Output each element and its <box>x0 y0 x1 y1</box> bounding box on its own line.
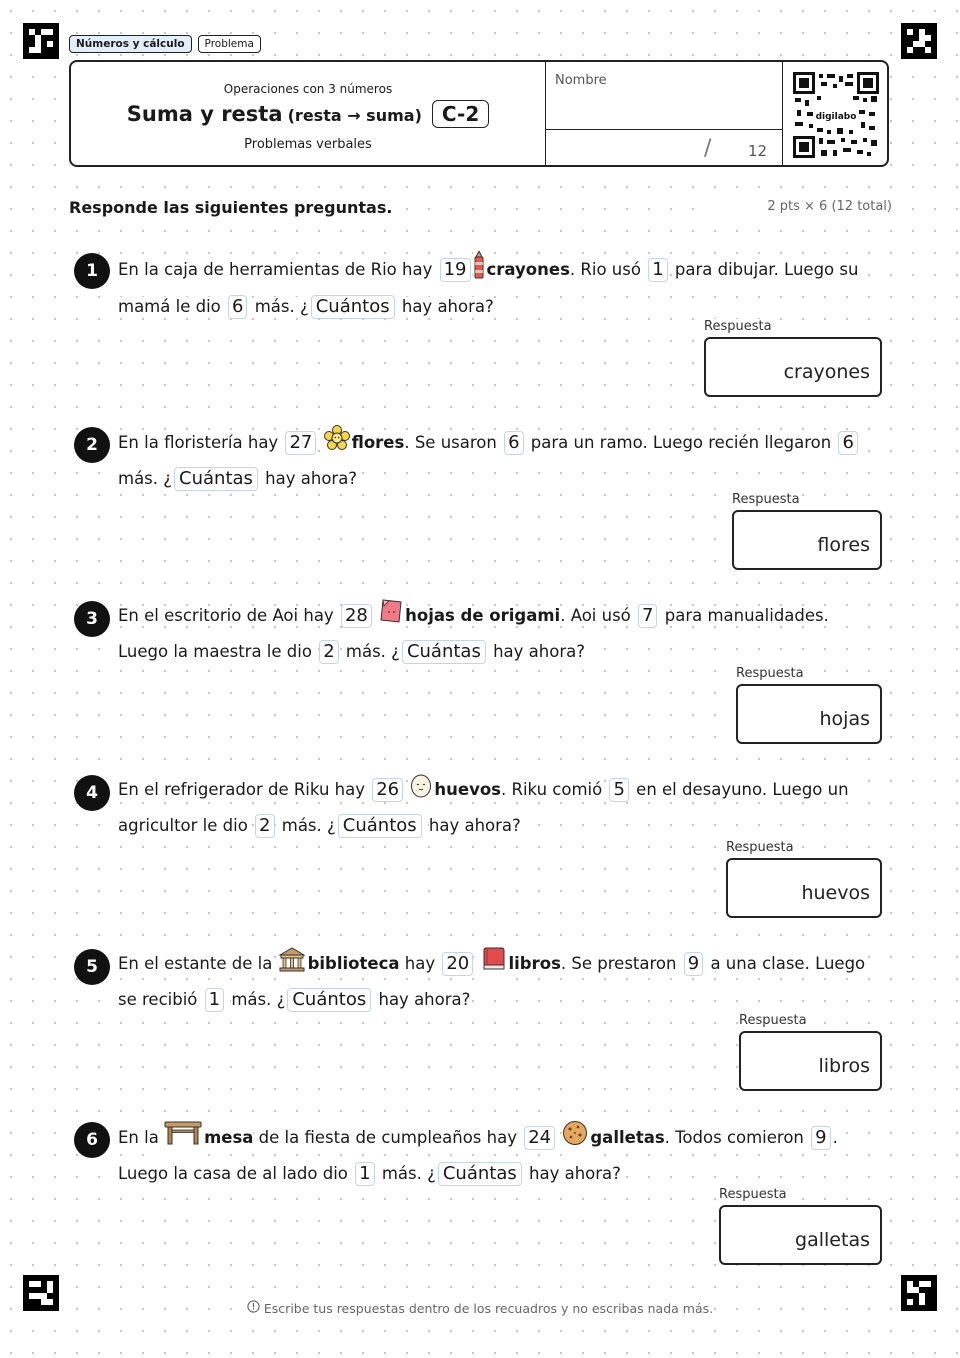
info-icon <box>247 1300 260 1316</box>
number-box: 20 <box>442 952 473 976</box>
number-box: 1 <box>355 1162 374 1186</box>
answer-box-5[interactable] <box>739 1031 882 1091</box>
answer-unit-5: libros <box>818 1055 870 1077</box>
number-box: 5 <box>609 778 628 802</box>
number-box: 2 <box>319 640 338 664</box>
worksheet-header <box>69 60 889 167</box>
number-box: 28 <box>341 604 372 628</box>
question-number-3: 3 <box>74 601 110 637</box>
worksheet-code: C-2 <box>432 100 489 128</box>
answer-unit-2: flores <box>817 534 870 556</box>
max-score: 12 <box>748 142 768 160</box>
item-word: huevos <box>434 780 501 799</box>
header-title-area <box>71 62 545 165</box>
name-label: Nombre <box>555 73 607 88</box>
corner-marker-top-left <box>23 23 59 59</box>
question-text-3: En el escritorio de Aoi hay 28 hojas de origami. Aoi usó 7 para manualidades. Luego la maestra le dio 2 más. ¿ Cuántas hay ahora? <box>118 598 883 668</box>
book-icon <box>481 946 507 983</box>
question-text-5: En el estante de la biblioteca hay 20 libros. Se prestaron 9 a una clase. Luego se recibió 1 más. ¿ Cuántos hay ahora? <box>118 946 883 1016</box>
question-number-1: 1 <box>74 253 110 289</box>
category-tags <box>69 35 261 53</box>
answer-box-1[interactable] <box>704 337 882 397</box>
answer-label-3: Respuesta <box>736 666 804 681</box>
header-subtitle: Operaciones con 3 números <box>223 82 393 96</box>
item-word: flores <box>351 433 405 452</box>
question-text-4: En el refrigerador de Riku hay 26 huevos. Riku comió 5 en el desayuno. Luego un agricultor le dio 2 más. ¿ Cuántos hay ahora? <box>118 772 883 842</box>
egg-icon <box>410 772 432 809</box>
page-title-note: (resta → suma) <box>287 106 422 125</box>
number-box: 9 <box>684 952 703 976</box>
answer-label-6: Respuesta <box>719 1187 787 1202</box>
question-text-1: En la caja de herramientas de Rio hay 19 crayones. Rio usó 1 para dibujar. Luego su mamá le dio 6 más. ¿ Cuántos hay ahora? <box>118 251 883 323</box>
cookie-icon <box>562 1120 588 1157</box>
place-word: mesa <box>204 1128 254 1147</box>
header-title-row <box>71 100 545 128</box>
question-word-box: Cuántos <box>338 814 422 838</box>
answer-unit-6: galletas <box>795 1229 870 1251</box>
question-word-box: Cuántas <box>402 640 486 664</box>
origami-paper-icon <box>379 598 403 635</box>
number-box: 2 <box>255 814 274 838</box>
instruction-text: Responde las siguientes preguntas. <box>69 198 393 217</box>
number-box: 1 <box>648 258 667 282</box>
question-number-6: 6 <box>74 1122 110 1158</box>
tag-type: Problema <box>198 35 261 53</box>
points-info: 2 pts × 6 (12 total) <box>700 199 892 214</box>
item-word: libros <box>508 954 561 973</box>
place-word: biblioteca <box>307 954 400 973</box>
answer-box-6[interactable] <box>719 1205 882 1265</box>
question-number-2: 2 <box>74 427 110 463</box>
number-box: 19 <box>440 258 471 282</box>
answer-label-1: Respuesta <box>704 319 772 334</box>
answer-label-4: Respuesta <box>726 840 794 855</box>
question-number-4: 4 <box>74 775 110 811</box>
tag-category: Números y cálculo <box>69 35 192 53</box>
page-title: Suma y resta <box>126 102 283 126</box>
item-word: hojas de origami <box>405 606 561 625</box>
answer-unit-3: hojas <box>819 708 870 730</box>
crayon-icon <box>473 251 485 290</box>
number-box: 6 <box>228 295 247 319</box>
answer-unit-1: crayones <box>783 361 870 383</box>
name-field[interactable] <box>545 62 783 165</box>
score-slash: / <box>704 136 712 161</box>
number-box: 1 <box>205 988 224 1012</box>
number-box: 7 <box>638 604 657 628</box>
question-word-box: Cuántas <box>174 467 258 491</box>
library-icon <box>278 946 306 983</box>
footer-note <box>0 1300 960 1316</box>
answer-label-5: Respuesta <box>739 1013 807 1028</box>
answer-unit-4: huevos <box>801 882 870 904</box>
corner-marker-top-right <box>901 23 937 59</box>
question-word-box: Cuántos <box>311 295 395 319</box>
number-box: 6 <box>504 431 523 455</box>
number-box: 6 <box>838 431 857 455</box>
question-word-box: Cuántos <box>287 988 371 1012</box>
score-divider <box>546 129 782 130</box>
table-icon <box>164 1120 202 1157</box>
header-topic: Problemas verbales <box>244 137 372 152</box>
answer-label-2: Respuesta <box>732 492 800 507</box>
question-text-2: En la floristería hay 27 flores. Se usaron 6 para un ramo. Luego recién llegaron 6 más. ¿ Cuántas hay ahora? <box>118 425 883 495</box>
number-box: 9 <box>811 1126 830 1150</box>
number-box: 24 <box>524 1126 555 1150</box>
flower-icon <box>324 425 350 462</box>
footer-text: Escribe tus respuestas dentro de los recuadros y no escribas nada más. <box>263 1300 714 1316</box>
question-text-6: En la mesa de la fiesta de cumpleaños hay 24 galletas. Todos comieron 9 . Luego la casa de al lado dio 1 más. ¿ Cuántas hay ahora? <box>118 1120 883 1190</box>
number-box: 27 <box>285 431 316 455</box>
question-number-5: 5 <box>74 949 110 985</box>
answer-box-2[interactable] <box>732 510 882 570</box>
qr-code-icon <box>793 72 879 158</box>
item-word: crayones <box>486 260 570 279</box>
answer-box-3[interactable] <box>736 684 882 744</box>
qr-label: digilabo <box>815 112 857 122</box>
question-word-box: Cuántas <box>438 1162 522 1186</box>
answer-box-4[interactable] <box>726 858 882 918</box>
item-word: galletas <box>590 1128 665 1147</box>
header-title-group <box>127 102 422 126</box>
number-box: 26 <box>372 778 403 802</box>
